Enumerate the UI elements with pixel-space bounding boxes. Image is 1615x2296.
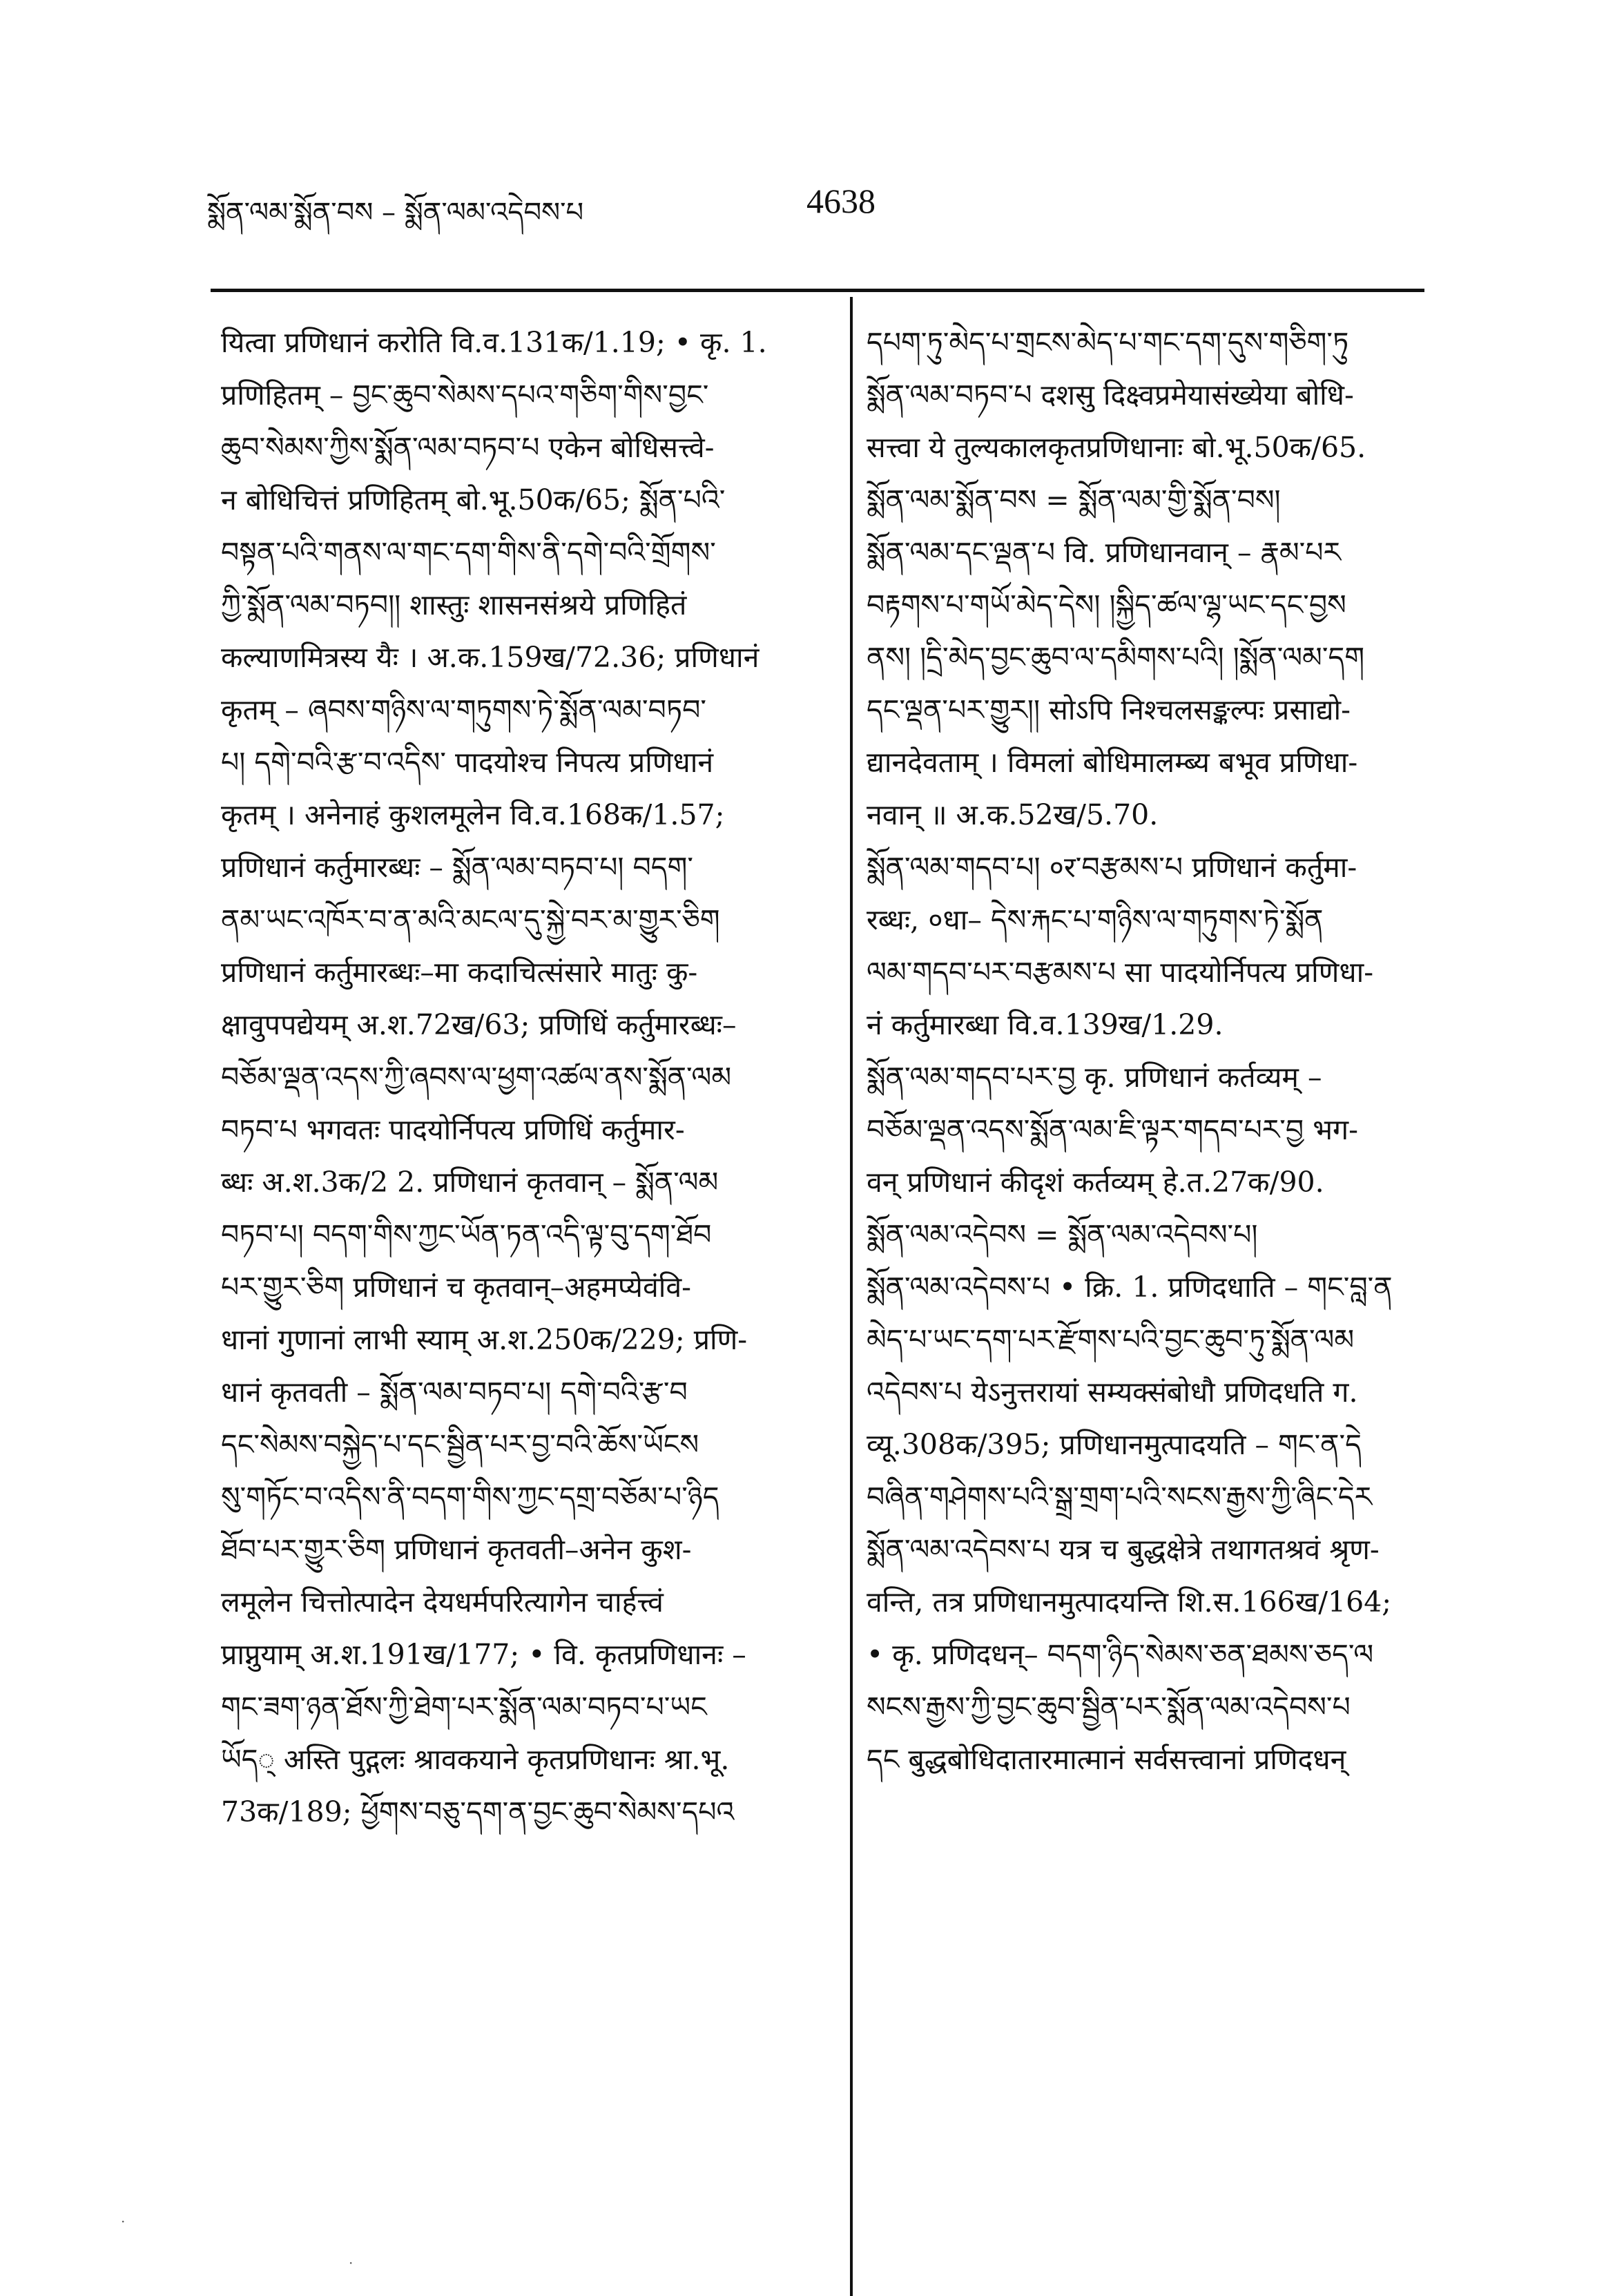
text-line: བཏབ་པ། བདག་གིས་ཀྱང་ཡོན་ཏན་འདི་ལྟ་བུ་དག་ཐོབ	[221, 1218, 712, 1251]
text-line: བརྟགས་པ་གཡོ་མེད་དེས། །སྐྱིད་ཚལ་ལྷ་ཡང་དང་བྱས	[867, 588, 1346, 621]
text-line: སྨོན་ལམ་བཏབ་པ दशसु दिक्ष्वप्रमेयासंख्येया बोधि-	[867, 378, 1354, 412]
left-column	[221, 316, 835, 1838]
text-line: སྨོན་ལམ་འདེབས་པ • क्रि. 1. प्रणिदधाति – གང་བླ་ན	[867, 1271, 1393, 1304]
text-line: • कृ. प्रणिदधन्– བདག་ཉིད་སེམས་ཅན་ཐམས་ཅད་ལ	[867, 1638, 1374, 1671]
text-line: 73क/189; ཕྱོགས་བཅུ་དག་ན་བྱང་ཆུབ་སེམས་དཔའ	[221, 1795, 735, 1829]
text-line: གང་ཟག་ཉན་ཐོས་ཀྱི་ཐེག་པར་སྨོན་ལམ་བཏབ་པ་ཡང	[221, 1690, 707, 1724]
text-line: མེད་པ་ཡང་དག་པར་རྫོགས་པའི་བྱང་ཆུབ་ཏུ་སྨོན་ལམ	[867, 1323, 1355, 1356]
text-line: प्रणिहितम् – བྱང་ཆུབ་སེམས་དཔའ་གཅིག་གིས་བྱང་	[221, 378, 709, 412]
text-line: प्रणिधानं कर्तुमारब्धः – སྨོན་ལམ་བཏབ་པ། བདག་	[221, 851, 694, 884]
text-line: སྨོན་ལམ་དང་ལྡན་པ वि. प्रणिधानवान् – རྣམ་པར	[867, 536, 1342, 569]
text-line: वन्ति, तत्र प्रणिधानमुत्पादयन्ति शि.स.166ख/164;	[867, 1585, 1392, 1619]
text-line: སྨོན་ལམ་སྨོན་བས = སྨོན་ལམ་གྱི་སྨོན་བས།	[867, 483, 1281, 517]
text-line: नवान् ॥ अ.क.52ख/5.70.	[867, 798, 1159, 831]
text-line: དང་ལྡན་པར་གྱུར།། सोऽपि निश्चलसङ्कल्पः प्रसाद्यो-	[867, 693, 1351, 726]
text-line: ཆུབ་སེམས་ཀྱིས་སྨོན་ལམ་བཏབ་པ एकेन बोधिसत्त्वे-	[221, 431, 715, 464]
text-line: ལམ་གདབ་པར་བརྩམས་པ सा पादयोर्निपत्य प्रणिधा-	[867, 956, 1374, 989]
text-line: धानं कृतवती – སྨོན་ལམ་བཏབ་པ། དགེ་བའི་རྩ་བ	[221, 1376, 688, 1409]
running-header: སྨོན་ལམ་སྨོན་བས – སྨོན་ལམ་འདེབས་པ	[207, 197, 584, 229]
text-line: कल्याणमित्रस्य यैः । अ.क.159ख/72.36; प्रणिधानं	[221, 641, 760, 674]
text-line: धानां गुणानां लाभी स्याम् अ.श.250क/229; प्रणि-	[221, 1323, 748, 1356]
text-line: न बोधिचित्तं प्रणिहितम् बो.भू.50क/65; སྨོན་པའི་	[221, 483, 726, 517]
text-line: प्राप्नुयाम् अ.श.191ख/177; • वि. कृतप्रणिधानः –	[221, 1638, 746, 1671]
text-line: བསྟན་པའི་གནས་ལ་གང་དག་གིས་ནི་དགེ་བའི་གྲོགས་	[221, 536, 716, 569]
column-divider	[850, 297, 853, 2296]
text-line: लमूलेन चित्तोत्पादेन देयधर्मपरित्यागेन चार्हत्त्वं	[221, 1585, 664, 1619]
text-line: ཡོད् अस्ति पुद्गलः श्रावकयाने कृतप्रणिधानः श्रा.भू.	[221, 1743, 730, 1776]
header-rule	[211, 289, 1424, 292]
text-line: कृतम् – ཞབས་གཉིས་ལ་གཏུགས་ཏེ་སྨོན་ལམ་བཏབ་	[221, 693, 707, 726]
text-line: དང་སེམས་བསྐྱེད་པ་དང་སྦྱིན་པར་བྱ་བའི་ཆོས་ཡོངས	[221, 1428, 699, 1461]
page-number: 4638	[806, 182, 876, 220]
text-line: प्रणिधानं कर्तुमारब्धः–मा कदाचित्संसारे मातुः कु-	[221, 956, 698, 989]
text-line: ཐོབ་པར་གྱུར་ཅིག प्रणिधानं कृतवती–अनेन कुश-	[221, 1533, 692, 1566]
text-line: སུ་གཏོང་བ་འདིས་ནི་བདག་གིས་ཀྱང་དགྲ་བཅོམ་པ་ཉིད	[221, 1480, 719, 1514]
text-line: སངས་རྒྱས་ཀྱི་བྱང་ཆུབ་སྦྱིན་པར་སྨོན་ལམ་འདེབས་པ	[867, 1690, 1351, 1724]
text-line: कृतम् । अनेनाहं कुशलमूलेन वि.व.168क/1.57;	[221, 798, 725, 831]
text-line: བཅོམ་ལྡན་འདས་ཀྱི་ཞབས་ལ་ཕྱག་འཚལ་ནས་སྨོན་ལམ	[221, 1061, 732, 1094]
text-line: सत्त्वा ये तुल्यकालकृतप्रणिधानाः बो.भू.50क/65.	[867, 431, 1366, 464]
text-line: བཏབ་པ भगवतः पादयोर्निपत्य प्रणिधिं कर्तुमार-	[221, 1113, 685, 1146]
text-line: ནས། །དྲི་མེད་བྱང་ཆུབ་ལ་དམིགས་པའི། །སྨོན་ལམ་དག	[867, 641, 1365, 674]
text-line: रब्धः, ०धा– དེས་རྐང་པ་གཉིས་ལ་གཏུགས་ཏེ་སྨོན	[867, 903, 1324, 936]
text-line: དཔག་ཏུ་མེད་པ་གྲངས་མེད་པ་གང་དག་དུས་གཅིག་ཏུ	[867, 326, 1349, 359]
text-line: འདེབས་པ येऽनुत्तरायां सम्यक्संबोधौ प्रणिदधति ग.	[867, 1376, 1358, 1409]
text-line: ब्धः अ.श.3क/2 2. प्रणिधानं कृतवान् – སྨོན་ལམ	[221, 1166, 719, 1199]
text-line: क्षावुपपद्येयम् अ.श.72ख/63; प्रणिधिं कर्तुमारब्धः–	[221, 1008, 737, 1041]
text-line: व्यू.308क/395; प्रणिधानमुत्पादयति – གང་ན་དེ	[867, 1428, 1362, 1461]
text-line: སྨོན་ལམ་གདབ་པ། ०र་བརྩམས་པ प्रणिधानं कर्तुमा-	[867, 851, 1357, 884]
right-column	[867, 316, 1415, 1786]
text-line: པར་གྱུར་ཅིག प्रणिधानं च कृतवान्–अहमप्येवंवि-	[221, 1271, 692, 1304]
scan-speck: ·	[349, 2255, 354, 2271]
text-line: द्यानदेवताम् । विमलां बोधिमालम्ब्य बभूव प्रणिधा-	[867, 746, 1358, 779]
text-line: སྨོན་ལམ་གདབ་པར་བྱ कृ. प्रणिधानं कर्तव्यम् –	[867, 1061, 1322, 1094]
scan-speck: ·	[121, 2213, 126, 2230]
text-line: པ། དགེ་བའི་རྩ་བ་འདིས་ पादयोश्च निपत्य प्रणिधानं	[221, 746, 714, 779]
text-line: སྨོན་ལམ་འདེབས = སྨོན་ལམ་འདེབས་པ།	[867, 1218, 1258, 1251]
text-line: བཅོམ་ལྡན་འདས་སྨོན་ལམ་ཇི་ལྟར་གདབ་པར་བྱ भग-	[867, 1113, 1358, 1146]
text-line: नं कर्तुमारब्धा वि.व.139ख/1.29.	[867, 1008, 1224, 1041]
text-line: वन् प्रणिधानं कीदृशं कर्तव्यम् हे.त.27क/90.	[867, 1166, 1324, 1199]
text-line: ཀྱི་སྨོན་ལམ་བཏབ།། शास्तुः शासनसंश्रये प्रणिहितं	[221, 588, 687, 621]
text-line: ནམ་ཡང་འཁོར་བ་ན་མའི་མངལ་དུ་སྐྱེ་བར་མ་གྱུར་ཅིག	[221, 903, 720, 936]
text-line: དང बुद्धबोधिदातारमात्मानं सर्वसत्त्वानां प्रणिदधन्	[867, 1743, 1346, 1776]
text-line: སྨོན་ལམ་འདེབས་པ यत्र च बुद्धक्षेत्रे तथागतश्रवं श्रृण-	[867, 1533, 1380, 1566]
text-line: यित्वा प्रणिधानं करोति वि.व.131क/1.19; • कृ. 1.	[221, 326, 767, 359]
text-line: བཞིན་གཤེགས་པའི་སྒྲ་གྲག་པའི་སངས་རྒྱས་ཀྱི་ཞིང་དེར	[867, 1480, 1373, 1514]
